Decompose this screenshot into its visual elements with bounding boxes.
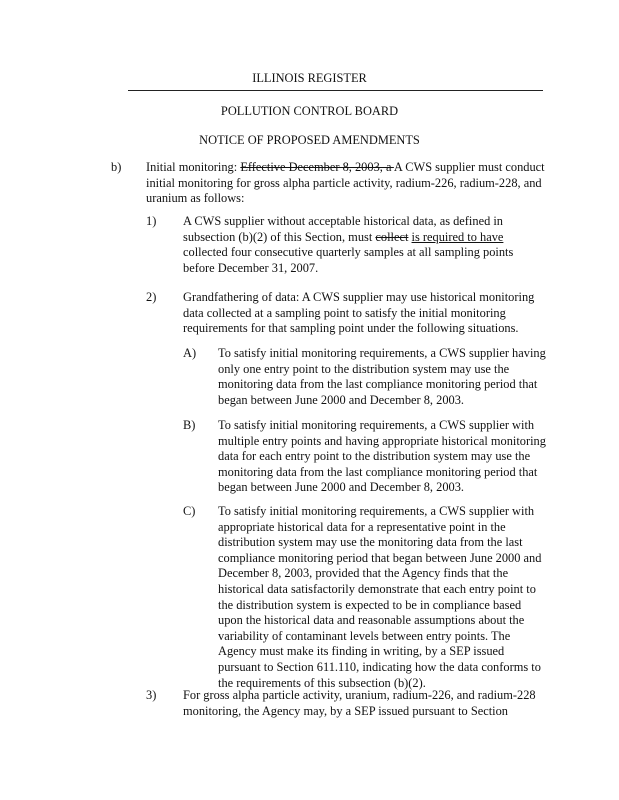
board-title: POLLUTION CONTROL BOARD [220,104,399,118]
item-A-label: A) [183,346,197,360]
item-B-text: To satisfy initial monitoring requirements, a CWS supplier with multiple entry points and having appropriate historical monitoring data for each entry point to the distribution system may use the monitoring data from the last compliance monitoring period that began between June 2000 and December 8, 2003. [218,418,546,495]
item-C-label: C) [183,504,196,518]
deleted-text: collect [375,229,409,244]
item-1-body-start: A CWS supplier without acceptable historical data, as defined in subsection (b)(2) of this Section, must [183,214,504,244]
inserted-text: is required to have [411,229,504,244]
subsection-b-heading: Initial monitoring: [146,160,241,174]
subsection-b-label: b) [111,160,122,174]
subsection-b-body: A CWS supplier must conduct initial monitoring for gross alpha particle activity, radium-226, radium-228, and uranium as follows: [146,160,545,206]
header-rule [128,90,543,91]
deleted-text: Effective December 8, 2003, a [240,160,394,174]
item-3-label: 3) [146,688,157,702]
item-3-text: For gross alpha particle activity, uranium, radium-226, and radium-228 monitoring, the Agency may, by a SEP issued pursuant to Section [183,688,536,718]
item-2-label: 2) [146,290,157,304]
item-A-text: To satisfy initial monitoring requirements, a CWS supplier having only one entry point to the distribution system may use the monitoring data from the last compliance monitoring period that began between June 2000 and December 8, 2003. [218,346,546,407]
item-1-text [183,214,545,276]
item-1-label: 1) [146,214,157,228]
subsection-b-text [146,160,546,207]
register-title: ILLINOIS REGISTER [252,71,367,85]
item-1-body-end: collected four consecutive quarterly samples at all sampling points before December 31, 2007. [183,245,514,275]
item-C-text: To satisfy initial monitoring requirements, a CWS supplier with appropriate historical data for a representative point in the distribution system may use the monitoring data from the last compliance monitoring period that began between June 2000 and December 8, 2003, provided that the Agency finds that the historical data satisfactorily demonstrate that each entry point to the distribution system is expected to be in compliance based upon the historical data and reasonable assumptions about the variability of contaminant levels between entry points. The Agency must make its finding in writing, by a SEP issued pursuant to Section 611.110, indicating how the data conforms to the requirements of this subsection (b)(2). [218,504,542,690]
item-2-text: Grandfathering of data: A CWS supplier may use historical monitoring data collected at a sampling point to satisfy the initial monitoring requirements for that sampling point under the following situations. [183,290,535,336]
item-B-label: B) [183,418,196,432]
notice-title: NOTICE OF PROPOSED AMENDMENTS [199,133,420,147]
